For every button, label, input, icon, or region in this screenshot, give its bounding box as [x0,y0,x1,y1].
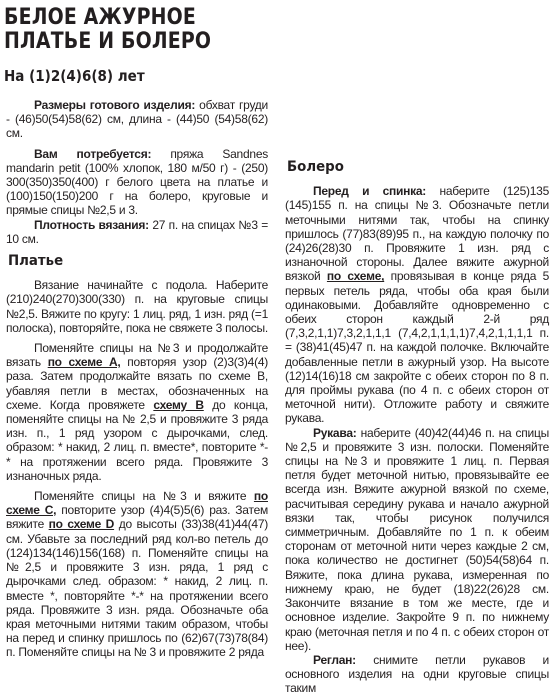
dress-paragraph-1: Вязание начинайте с подола. Наберите (210)240(270)300(330) п. на круговые спицы №2,5. Вяжите по кругу: 1 лиц. ряд, 1 изн. ряд (=1 полоска), повторяйте, пока не свяжете 3 полосы. [6,278,269,335]
front-back-paragraph: Перед и спинка: наберите (125)135 (145)155 п. на спицы №3. Обозначьте петли меточными нитями так, чтобы на спинку пришлось (77)83(89)95 п., на каждую полочку по (24)26(28)30 п. Провяжите 1 изн. ряд с изнаночной стороны. Далее вяжите ажурной вязкой по схеме, провязывая в конце ряда 5 первых петель ряда, чтобы оба края были одинаковыми. Добавляйте одновременно с обеих сторон каждый 2-й ряд (7,3,2,1,1)7,3,2,1,1,1 (7,4,2,1,1,1,1)7,4,2,1,1,1,1 п. = (38)41(45)47 п. на каждой полочке. Включайте добавленные петли в ажурный узор. На высоте (12)14(16)18 см закройте с обеих сторон по 8 п. для проймы рукава (по 4 п. с обеих сторон от меточной нити). Отложите работу и свяжите рукава. [285,184,550,426]
age-sizes-heading: На (1)2(4)6(8) лет [4,67,145,85]
dress-paragraph-3: Поменяйте спицы на №3 и вяжите по схеме С, повторите узор (4)4(5)5(6) раз. Затем вяжите по схеме D до высоты (33)38(41)44(47) см. Убавьте за последний ряд кол-во петель до (124)134(146)156(168) п. Поменяйте спицы на №2,5 и провяжите 3 изн. ряда, 1 ряд с дырочками след. образом: * накид, 2 лиц. п. вместе *, повторяйте *-* на протяжении всего ряда. Провяжите 3 изн. ряда. Обозначьте оба края меточными нитями таким образом, чтобы на перед и спинку пришлось по (62)67(73)78(84) п. Поменяйте спицы на № 3 и провяжите 2 ряда [6,489,268,660]
materials-text: пряжа Sandnes mandarin petit (100% хлопок, 180 м/50 г) - (250) 300(350)350(400) г белого цвета на платье и (100)150(150)200 г на болеро, круговые и прямые спицы №2,5 и 3. [6,146,269,218]
scheme-b-label: схему В [153,397,204,412]
scheme-a-label: по схеме А, [47,355,121,370]
sizes-text: обхват груди - (46)50(54)58(62) см, длина - (44)50 (54)58(62) см. [6,98,268,141]
front-back-label: Перед и спинка: [313,184,427,199]
materials-paragraph [6,147,268,218]
raglan-paragraph: Реглан: снимите петли рукавов и основного изделия на одни круговые спицы таким [285,652,549,696]
title-line-2: ПЛАТЬЕ И БОЛЕРО [4,29,212,54]
right-column [285,160,549,696]
dress-paragraph-2: Поменяйте спицы на №3 и продолжайте вязать по схеме А, повторяя узор (2)3(3)4(4) раза. Затем продолжайте вязать по схеме В, убавляя петли в местах, обозначенных на схеме. Когда провяжете схему В до конца, поменяйте спицы на № 2,5 и провяжите 3 ряда изн. п., 1 ряд узором с дырочками, след. образом: * накид, 2 лиц. п. вместе*, повторите *-* на протяжении всего ряда. Провяжите 3 изнаночных ряда. [6,341,269,483]
gauge-label: Плотность вязания: [34,217,149,232]
page-title [4,6,211,54]
scheme-d-label: по схеме D [48,517,115,532]
dress-heading: Платье [8,253,64,270]
title-line-1: БЕЛОЕ АЖУРНОЕ [4,5,196,30]
sizes-paragraph [6,98,268,141]
bolero-heading: Болеро [287,159,344,175]
left-column [6,98,268,660]
materials-label: Вам потребуется: [34,146,152,161]
gauge-text: 27 п. на спицах №3 = 10 см. [6,217,268,246]
raglan-label: Реглан: [313,652,356,667]
sizes-label: Размеры готового изделия: [34,98,196,112]
sleeves-label: Рукава: [313,425,357,440]
gauge-paragraph [6,218,268,246]
sleeves-paragraph: Рукава: наберите (40)42(44)46 п. на спицы №2,5 и провяжите 3 изн. полоски. Поменяйте спицы на №3 и провяжите 1 лиц. п. Первая петля будет меточной нитью, провязывайте ее всегда изн. Вяжите ажурной вязкой по схеме, расчитывая середину рукава и начало ажурной вязки так, чтобы рисунок получился симметричным. Добавляйте по 1 п. к обеим сторонам от меточной нити через каждые 2 см, пока количество не достигнет (50)54(58)64 п. Вяжите, пока длина рукава, измеренная по нижнему краю, не будет (18)22(26)28 см. Закончите вязание в том же месте, где и основное изделие. Закройте 9 п. по нижнему краю (меточная петля и по 4 п. с обеих сторон от нее). [285,425,549,653]
scheme-c-label: по схеме С, [6,489,268,518]
scheme-label: по схеме, [326,269,385,284]
